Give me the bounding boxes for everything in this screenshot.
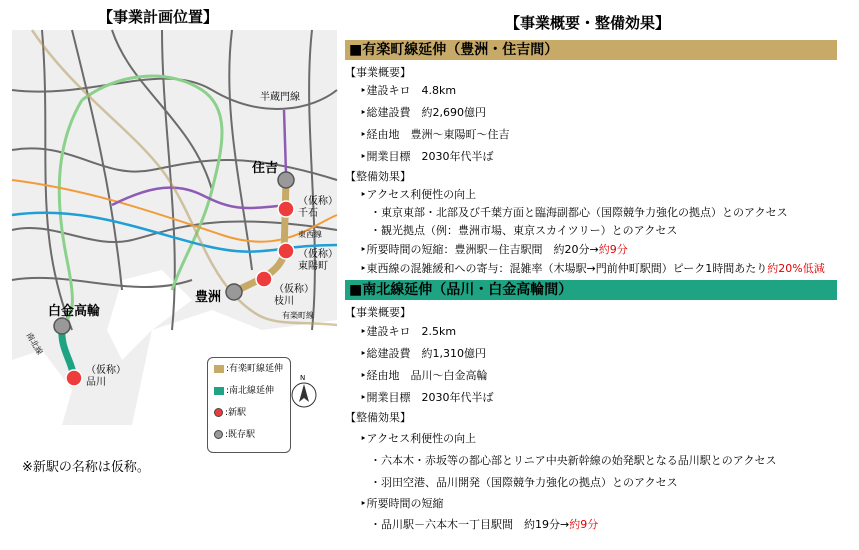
overview-label: 【事業概要】 (345, 306, 411, 319)
overview-item: ‣総建設費 約2,690億円 (360, 106, 486, 119)
label-sumiyoshi: 住吉 (252, 161, 279, 176)
effect-subitem: ・羽田空港、品川開発（国際競争力強化の拠点）とのアクセス (370, 476, 678, 489)
label-toyocho: （仮称）東陽町 (298, 249, 333, 272)
land-gap (12, 350, 72, 425)
legend-yurakucho-ext (214, 363, 283, 375)
effect-item: ‣アクセス利便性の向上 (360, 188, 477, 201)
overview-item: ‣経由地 品川～白金高輪 (360, 369, 488, 382)
legend-label: :南北線延伸 (226, 386, 275, 396)
effect-subitem: ・観光拠点（例：豊洲市場、東京スカイツリー）とのアクセス (370, 224, 678, 237)
effect-item (360, 262, 825, 276)
effect-highlight: 約9分 (598, 243, 628, 256)
legend-new-station (214, 407, 246, 419)
station-sengoku (278, 201, 294, 217)
effect-subitem (370, 518, 598, 532)
label-toyosu: 豊洲 (195, 290, 222, 305)
north-label: N (300, 374, 306, 382)
legend-label: :有楽町線延伸 (226, 364, 284, 374)
label-sengoku: （仮称）千石 (298, 196, 333, 219)
legend-label: :新駅 (225, 408, 247, 418)
label-edagawa: （仮称）枝川 (274, 284, 309, 307)
overview-item: ‣開業目標 2030年代半ば (360, 391, 494, 404)
label-shinagawa: （仮称）品川 (86, 365, 121, 388)
station-edagawa (256, 271, 272, 287)
section-title-nanboku: ■南北線延伸（品川・白金高輪間） (345, 280, 837, 300)
station-shinagawa (66, 370, 82, 386)
label-hanzomon: 半蔵門線 (260, 92, 300, 103)
overview-item: ‣経由地 豊洲～東陽町～住吉 (360, 128, 510, 141)
effect-text: ・品川駅－六本木一丁目駅間 約19分→ (370, 518, 570, 531)
overview-item: ‣開業目標 2030年代半ば (360, 150, 494, 163)
circle-icon (214, 430, 223, 439)
effect-item: ‣所要時間の短縮 (360, 497, 444, 510)
effect-item: ‣アクセス利便性の向上 (360, 432, 477, 445)
station-toyocho (278, 243, 294, 259)
north-arrow-icon (292, 383, 316, 407)
label-shirokane: 白金高輪 (48, 304, 101, 319)
overview-item: ‣建設キロ 4.8km (360, 84, 457, 97)
overview-label: 【事業概要】 (345, 66, 411, 79)
map-section-header: 【事業計画位置】 (98, 8, 219, 26)
overview-section-header: 【事業概要・整備効果】 (505, 14, 671, 32)
section-title-yurakucho: ■有楽町線延伸（豊洲・住吉間） (345, 40, 837, 60)
swatch-icon (214, 387, 224, 395)
footnote: ※新駅の名称は仮称。 (22, 460, 150, 475)
label-nanboku: 南北線 (24, 331, 45, 357)
effect-highlight: 約20%低減 (767, 262, 825, 275)
legend-nanboku-ext (214, 385, 274, 397)
station-toyosu (226, 284, 242, 300)
map-legend (207, 357, 291, 453)
circle-icon (214, 408, 223, 417)
route-map (12, 30, 337, 440)
station-shirokane (54, 318, 70, 334)
overview-item: ‣建設キロ 2.5km (360, 325, 457, 338)
effect-item (360, 243, 628, 257)
effects-label: 【整備効果】 (345, 170, 411, 183)
effect-highlight: 約9分 (569, 518, 599, 531)
effect-subitem: ・東京東部・北部及び千葉方面と臨海副都心（国際競争力強化の拠点）とのアクセス (370, 206, 788, 219)
legend-label: :既存駅 (225, 430, 256, 440)
legend-existing-station (214, 429, 255, 441)
effect-text: ‣所要時間の短縮：豊洲駅－住吉駅間 約20分→ (360, 243, 599, 256)
label-yurakucho: 有楽町線 (282, 311, 314, 320)
station-sumiyoshi (278, 172, 294, 188)
effects-label: 【整備効果】 (345, 411, 411, 424)
label-tozai: 東西線 (298, 230, 322, 239)
effect-subitem: ・六本木・赤坂等の都心部とリニア中央新幹線の始発駅となる品川駅とのアクセス (370, 454, 777, 467)
swatch-icon (214, 365, 224, 373)
overview-item: ‣総建設費 約1,310億円 (360, 347, 486, 360)
effect-text: ‣東西線の混雑緩和への寄与：混雑率（木場駅→門前仲町駅間）ピーク1時間あたり (360, 262, 768, 275)
